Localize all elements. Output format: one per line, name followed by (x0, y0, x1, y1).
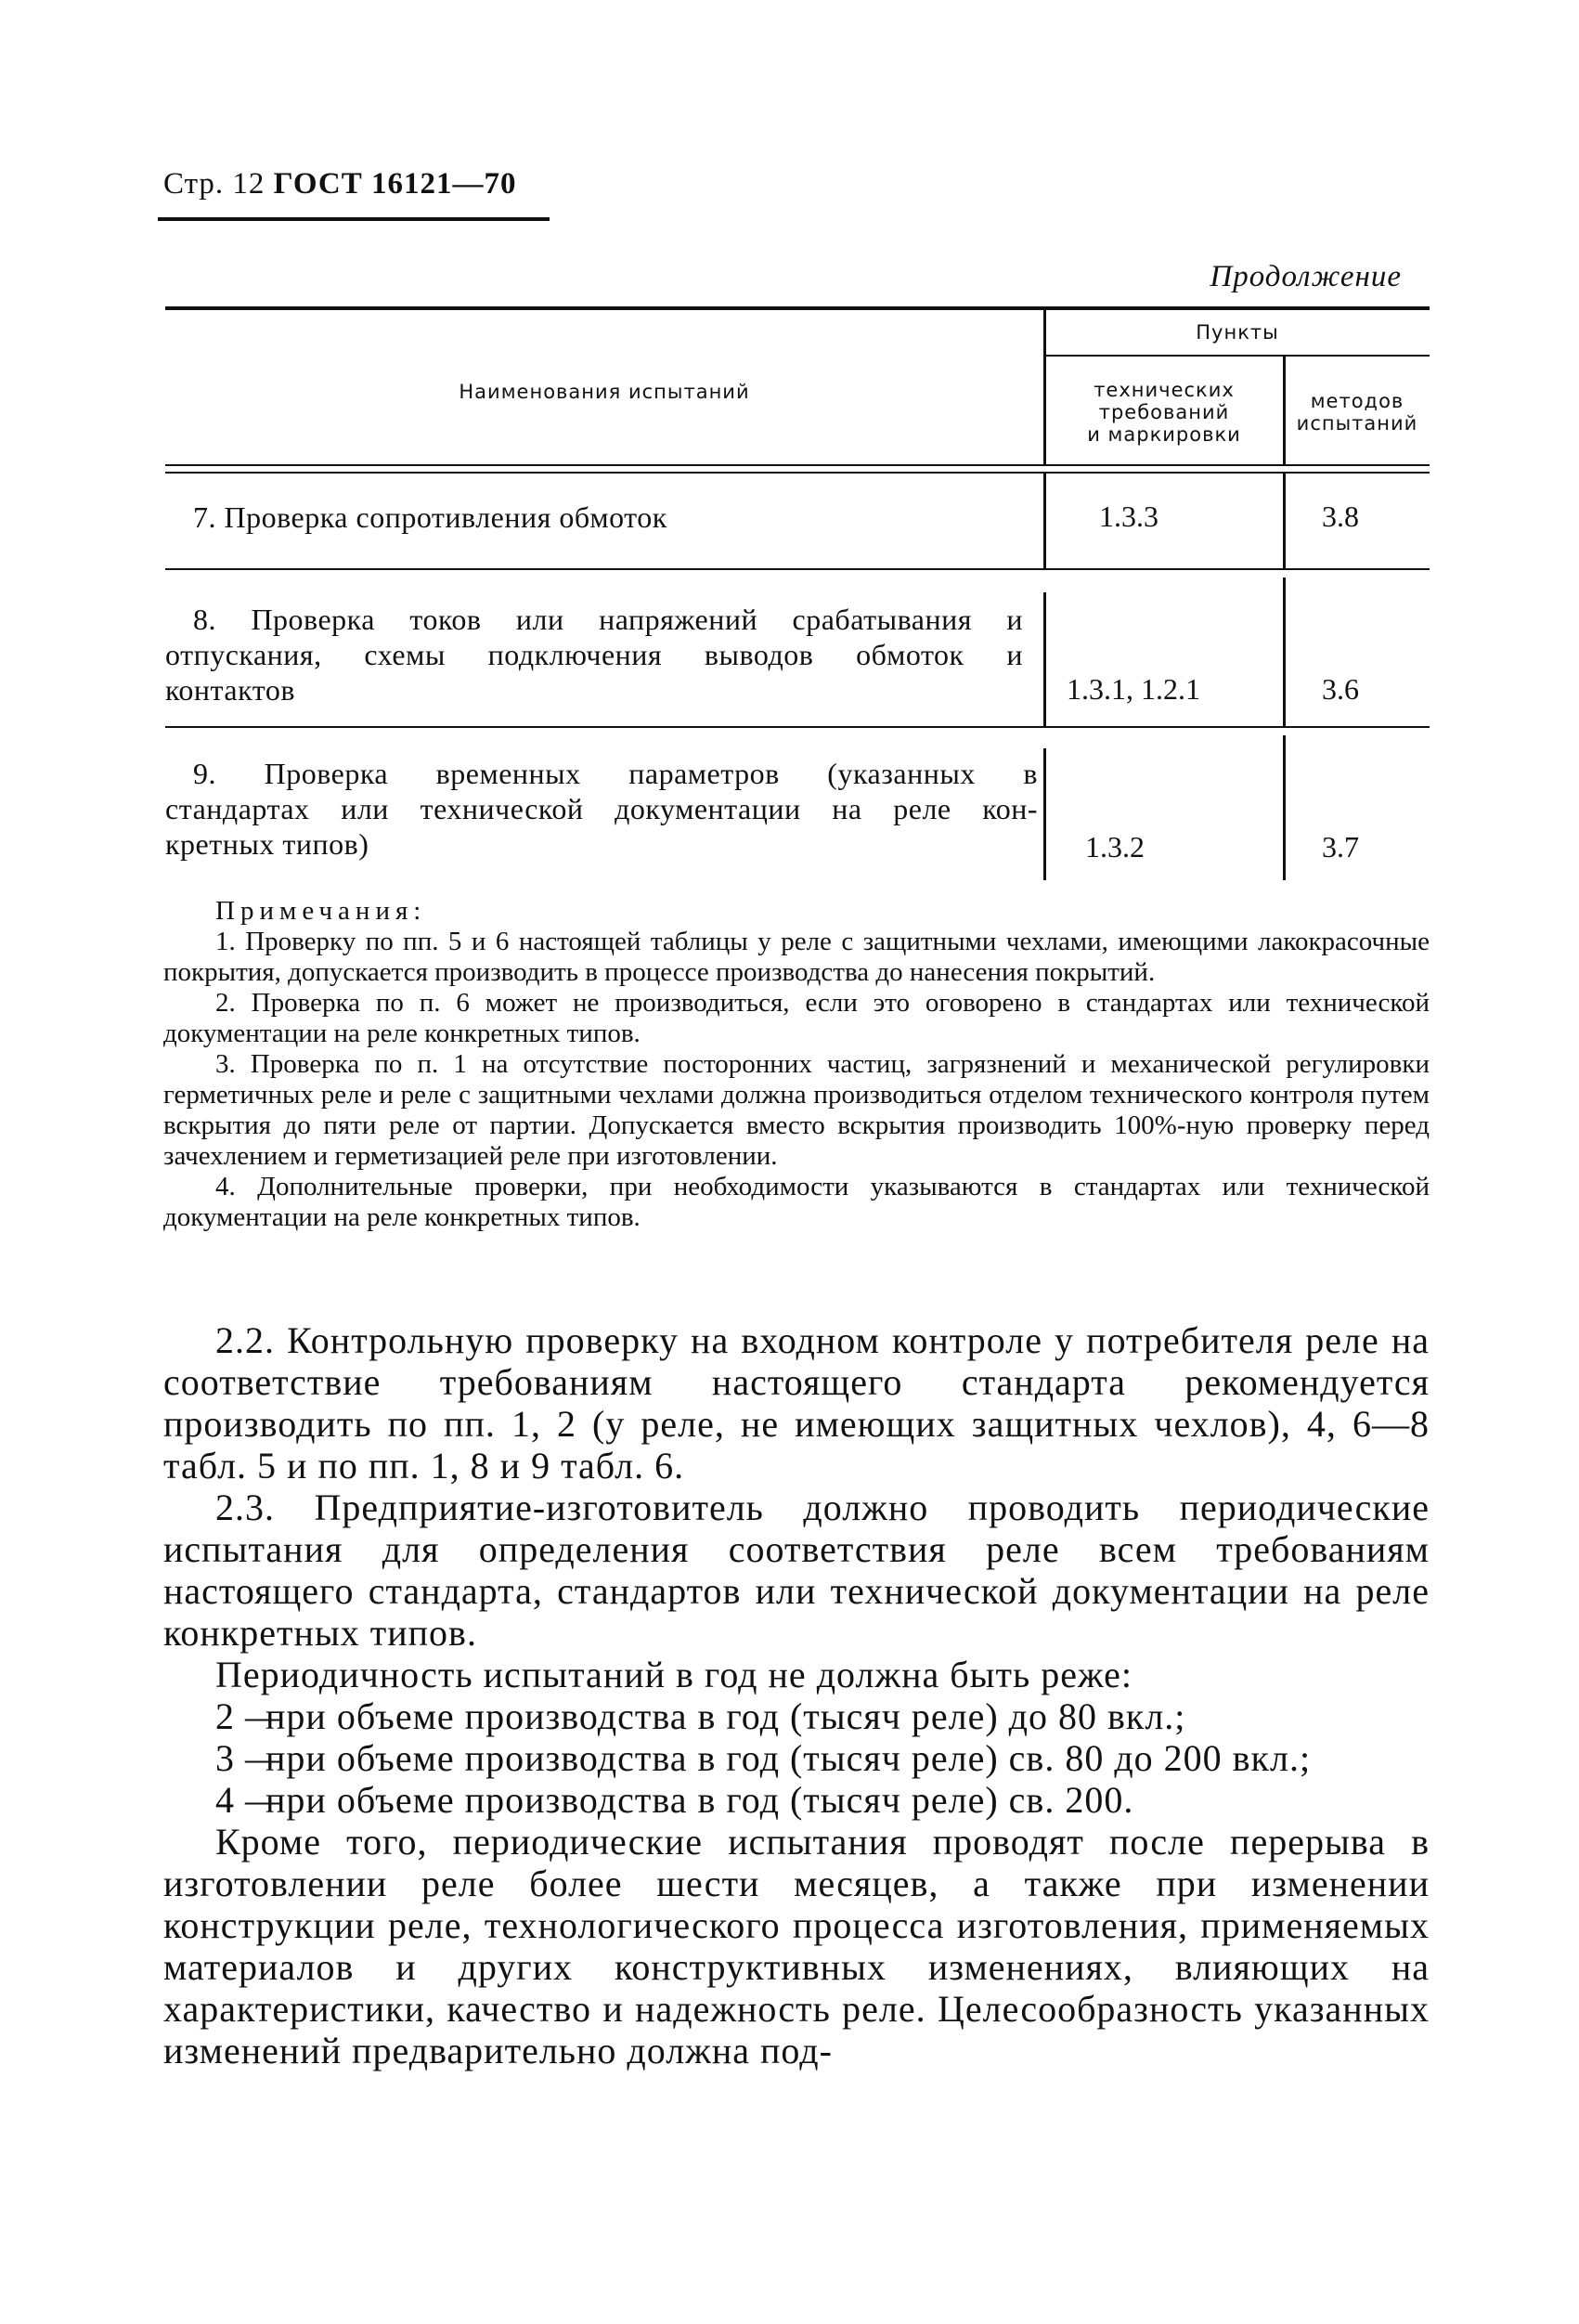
paragraph-final: Кроме того, периодические испытания проводят после перерыва в изготовлении реле более шести месяцев, а также при изменении конструкции реле, технологического процесса изготовления, применяемых материалов и других конструктивных изменениях, влияющих на характеристики, качество и надежность реле. Целесообразность указанных изменений предварительно должна под- (163, 1821, 1430, 2071)
header-rule-double-2 (165, 472, 1430, 474)
list-item (163, 1737, 1430, 1779)
note-item: 2. Проверка по п. 6 может не производиться, если это оговорено в стандартах или технической документации на реле конкретных типов. (163, 988, 1430, 1048)
list-item-number: 2 — (215, 1695, 283, 1737)
list-item-number: 3 — (215, 1737, 283, 1779)
col-tech-header-line: требований (1098, 401, 1230, 423)
table-row-name (165, 602, 1023, 708)
note-item: 4. Дополнительные проверки, при необходимости указываются в стандартах или технической документации на реле конкретных типов. (163, 1172, 1430, 1232)
row-tech-value: 1.3.3 (1099, 500, 1158, 533)
col-tech-header-line: и маркировки (1087, 423, 1241, 446)
header-rule-double-1 (165, 464, 1430, 466)
row-methods-value: 3.8 (1322, 500, 1359, 533)
col-tech-header (1045, 379, 1283, 446)
row-rule-1 (165, 568, 1430, 570)
col-methods-header (1285, 390, 1430, 435)
row-name-line: 7. Проверка сопротивления обмоток (193, 500, 667, 534)
row-tech-value: 1.3.1, 1.2.1 (1067, 672, 1200, 706)
list-item (163, 1695, 1430, 1737)
paragraph-periodicity: Периодичность испытаний в год не должна быть реже: (215, 1654, 1132, 1695)
table-row-name (193, 500, 1029, 535)
tests-table (165, 306, 1430, 880)
row-name-line: отпускания, схемы подключения выводов обмоток и (165, 638, 1023, 671)
list-item (163, 1779, 1430, 1821)
col-methods-header-line: испытаний (1296, 412, 1418, 435)
row-name-line: кретных типов) (165, 827, 369, 861)
table-row-name (165, 756, 1038, 862)
standard-number: ГОСТ 16121—70 (273, 167, 517, 201)
col-group-header: Пункты (1196, 321, 1279, 344)
row-name-line: контактов (165, 673, 295, 707)
list-item-text: при объеме производства в год (тысяч реле) св. 200. (265, 1779, 1134, 1821)
continuation-label: Продолжение (1210, 260, 1402, 293)
header-rule (158, 217, 550, 221)
col-name-header: Наименования испытаний (459, 381, 750, 403)
list-item-text: при объеме производства в год (тысяч реле) до 80 вкл.; (265, 1695, 1186, 1737)
row-methods-value: 3.6 (1322, 672, 1359, 706)
page-label: Стр. 12 (163, 167, 265, 201)
paragraph-2-3: 2.3. Предприятие-изготовитель должно проводить периодические испытания для определения соответствия реле всем требованиям настоящего стандарта, стандартов или технической документации на реле конкретных типов. (163, 1487, 1430, 1654)
row-methods-value: 3.7 (1322, 830, 1359, 863)
col-methods-header-line: методов (1310, 390, 1404, 412)
note-item: 3. Проверка по п. 1 на отсутствие посторонних частиц, загрязнений и механической регулировки герметичных реле и реле с защитными чехлами должна производиться отделом технического контроля путем вскрытия до пяти реле от партии. Допускается вместо вскрытия производить 100%-ную проверку перед зачехлением и герметизацией реле при изготовлении. (163, 1049, 1430, 1171)
note-item: 1. Проверку по пп. 5 и 6 настоящей таблицы у реле с защитными чехлами, имеющими лакокрасочные покрытия, допускается производить в процессе производства до нанесения покрытий. (163, 927, 1430, 987)
row-rule-2 (165, 726, 1430, 728)
row-name-line: 8. Проверка токов или напряжений срабатывания и (193, 603, 1023, 636)
list-item-text: при объеме производства в год (тысяч реле) св. 80 до 200 вкл.; (265, 1737, 1312, 1779)
group-header-rule (1045, 355, 1430, 357)
page-header (163, 167, 517, 201)
row-name-line: 9. Проверка временных параметров (указанных в (193, 757, 1038, 790)
notes-title: Примечания: (215, 896, 427, 926)
table-top-rule (165, 306, 1430, 310)
col-tech-header-line: технических (1094, 379, 1235, 401)
paragraph-2-2: 2.2. Контрольную проверку на входном контроле у потребителя реле на соответствие требованиям настоящего стандарта рекомендуется производить по пп. 1, 2 (у реле, не имеющих защитных чехлов), 4, 6—8 табл. 5 и по пп. 1, 8 и 9 табл. 6. (163, 1319, 1430, 1487)
list-item-number: 4 — (215, 1779, 283, 1821)
main-text (163, 1319, 1430, 2071)
notes-block (163, 896, 1430, 1233)
row-tech-value: 1.3.2 (1085, 830, 1145, 863)
row-name-line: стандартах или технической документации на реле кон- (165, 792, 1038, 825)
